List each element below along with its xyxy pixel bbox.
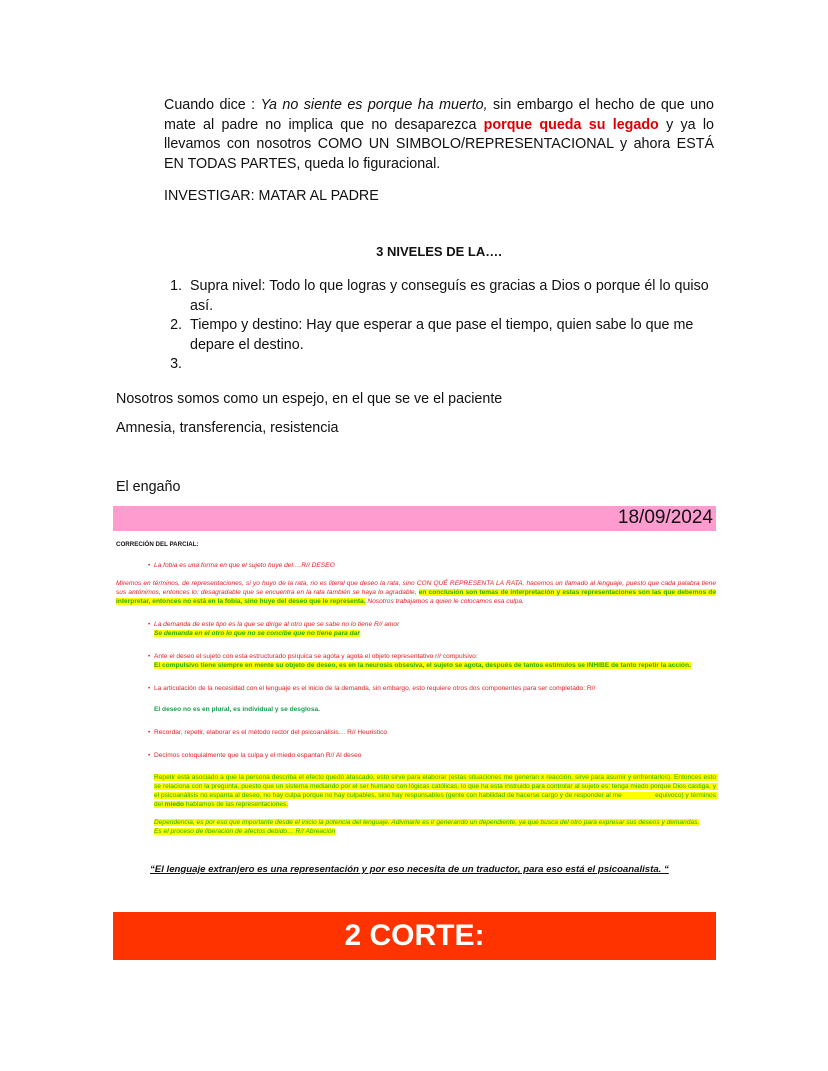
intro-paragraph <box>164 96 714 174</box>
highlighted-text: en conclusión son temas de interpretación y estas representaciones son las que debemos de interpretar, entonces no está en la fobia, sino huye del deseo que le representa. <box>116 589 716 605</box>
text: Miremos en términos, de representaciones, si yo huyo de la rata, no es literal que deseo la rata, sino CON QUÉ REPRESENTA LA RATA, hacemos un llamado al lenguaje, puesto que cada palabra tiene sus antónimos, entonces lo: desagradable que se encuentra en la rata también se haya lo agradable, <box>116 580 716 596</box>
answer-6 <box>154 773 716 809</box>
parcial-title: CORRECIÓN DEL PARCIAL: <box>116 541 199 548</box>
amnesia-line: Amnesia, transferencia, resistencia <box>116 420 339 436</box>
text: y ya lo llevamos con nosotros COMO UN SIMBOLO/REPRESENTACIONAL y ahora ESTÁ EN TODAS PARTES, queda lo figuracional. <box>164 116 714 172</box>
answer-text: hablamos de las representaciones. <box>184 801 289 808</box>
answer-text: El compulsivo tiene siempre en mente su objeto de deseo, es en la neurosis obsesiva, el sujeto se agota, después de tantos estímulos se INHIBE de tanto repetir la acción. <box>154 662 691 669</box>
question-4: • La articulación de la necesidad con el lenguaje es el inicio de la demanda, sin embargo, esto requiere otros dos componentes para ser completado: R// El deseo no es en plural, es individual y se desglosa. <box>116 684 716 714</box>
date-bar <box>113 506 716 531</box>
list-item <box>186 355 714 375</box>
question-1: • La fobia es una forma en que el sujeto huye del….R// DESEO <box>148 562 335 569</box>
parcial-section <box>116 540 716 836</box>
text: Cuando dice : <box>164 97 261 113</box>
question-text: La fobia es una forma en que el sujeto huye del….R// DESEO <box>154 562 335 569</box>
espejo-line: Nosotros somos como un espejo, en el que se ve el paciente <box>116 391 503 407</box>
question-6: • Decimos coloquialmente que la culpa y el miedo espantan R// Al deseo Repetir está asociado a que la persona describa el efecto quedó atascado, esto sirve para elaborar (estas situaciones me generan x reacción, sirve para asumir y enfrentarlos). Entonces esto se relaciona con la pregunta, puesto que un sistema mediando por el ser humano con lógicas católicas, lo que ha esta instruido para controlar al sujeto es: tenga miedo porque Dios castiga, y el psicoanálisis no espanta al deseo, no hay culpa porque no hay culpables, sino hay responsables (gente con habilidad de hacerse cargo y de responder al me equivoco) y términos del miedo hablamos de las representaciones. Dependencia, es por eso que importante desde el inicio la potencia del lenguaje. Adivinarle es ir generando un dependiente, ya que busca del otro para expresar sus deseos y demandas. Es el proceso de liberación de afectos debido… R// Abreación <box>148 752 718 835</box>
quote: “El lenguaje extranjero es una representación y por eso necesita de un traductor, para eso está el psicoanalista. “ <box>150 864 669 875</box>
red-emphasis: porque queda su legado <box>483 116 659 133</box>
italic-quote: Ya no siente es porque ha muerto, <box>260 97 488 113</box>
answer-text: Es el proceso de liberación de afectos debido… R// Abreación <box>154 828 336 835</box>
engano-line: El engaño <box>116 479 181 495</box>
date: 18/09/2024 <box>617 507 713 528</box>
question-5: • Recordar, repetir, elaborar es el método rector del psicoanálisis… R// Heurístico <box>148 729 388 736</box>
text: Nosotros trabajamos a quien le colocamos esa culpa. <box>365 598 524 605</box>
question-text: Ante el deseo el sujeto con esta estructurado psíquica se agota y agota el objeto representativo r// compulsivo: <box>154 653 478 660</box>
question-text: Recordar, repetir, elaborar es el método rector del psicoanálisis… R// Heurístico <box>154 729 388 736</box>
answer-7 <box>154 818 716 827</box>
question-text: La demanda de este tipo es la que se dirige al otro que se sabe no lo tiene R// amor <box>154 621 400 628</box>
rata-paragraph <box>116 579 716 606</box>
answer-text: Repetir está asociado a que la persona describa el efecto quedó atascado, esto sirve para elaborar (estas situaciones me generan x reacción, sirve para asumir y enfrentarlos). Entonces esto se relaciona con la pregunta, puesto que un sistema mediando por el ser humano con lógicas católicas, lo que ha esta instruido para controlar al sujeto es: tenga miedo porque Dios castiga, y el psicoanálisis no espanta al deseo, no hay culpa porque no hay culpables, sino hay responsables (gente con habilidad de hacerse cargo y de responder al me equivoco) y términos del <box>154 774 718 808</box>
question-text: La articulación de la necesidad con el lenguaje es el inicio de la demanda, sin embargo, esto requiere otros dos componentes para ser completado: R// <box>154 685 596 692</box>
answer-text: Dependencia, es por eso que importante desde el inicio la potencia del lenguaje. Adivinarle es ir generando un dependiente, ya que busca del otro para expresar sus deseos y demandas. <box>154 819 700 826</box>
bold-text: miedo <box>164 801 185 808</box>
question-3: • Ante el deseo el sujeto con esta estructurado psíquica se agota y agota el objeto representativo r// compulsivo: El compulsivo tiene siempre en mente su objeto de deseo, es en la neurosis obsesiva, el sujeto se agota, después de tantos estímulos se INHIBE de tanto repetir la acción. <box>116 652 716 670</box>
investigar-note: INVESTIGAR: MATAR AL PADRE <box>164 188 379 204</box>
text: sin embargo el hecho de que uno mate al padre no implica que no desaparezca <box>164 97 714 133</box>
section-heading: 3 NIVELES DE LA…. <box>376 244 502 259</box>
question-text: Decimos coloquialmente que la culpa y el miedo espantan R// Al deseo <box>154 752 362 759</box>
niveles-list <box>164 277 714 375</box>
corte-heading: 2 CORTE: <box>344 919 485 952</box>
answer-8 <box>154 827 716 836</box>
question-2: • La demanda de este tipo es la que se dirige al otro que se sabe no lo tiene R// amor Se demanda en el otro lo que no se concibe que no tiene para dar <box>116 620 716 638</box>
list-item: 1. Supra nivel: Todo lo que logras y conseguís es gracias a Dios o porque él lo quiso así. <box>186 277 714 316</box>
answer-text: Se demanda en el otro lo que no se concibe que no tiene para dar <box>154 630 360 637</box>
answer-text: El deseo no es en plural, es individual y se desglosa. <box>154 706 320 713</box>
corte-bar <box>113 912 716 960</box>
list-item: 2. Tiempo y destino: Hay que esperar a que pase el tiempo, quien sabe lo que me depare el destino. <box>186 316 714 355</box>
